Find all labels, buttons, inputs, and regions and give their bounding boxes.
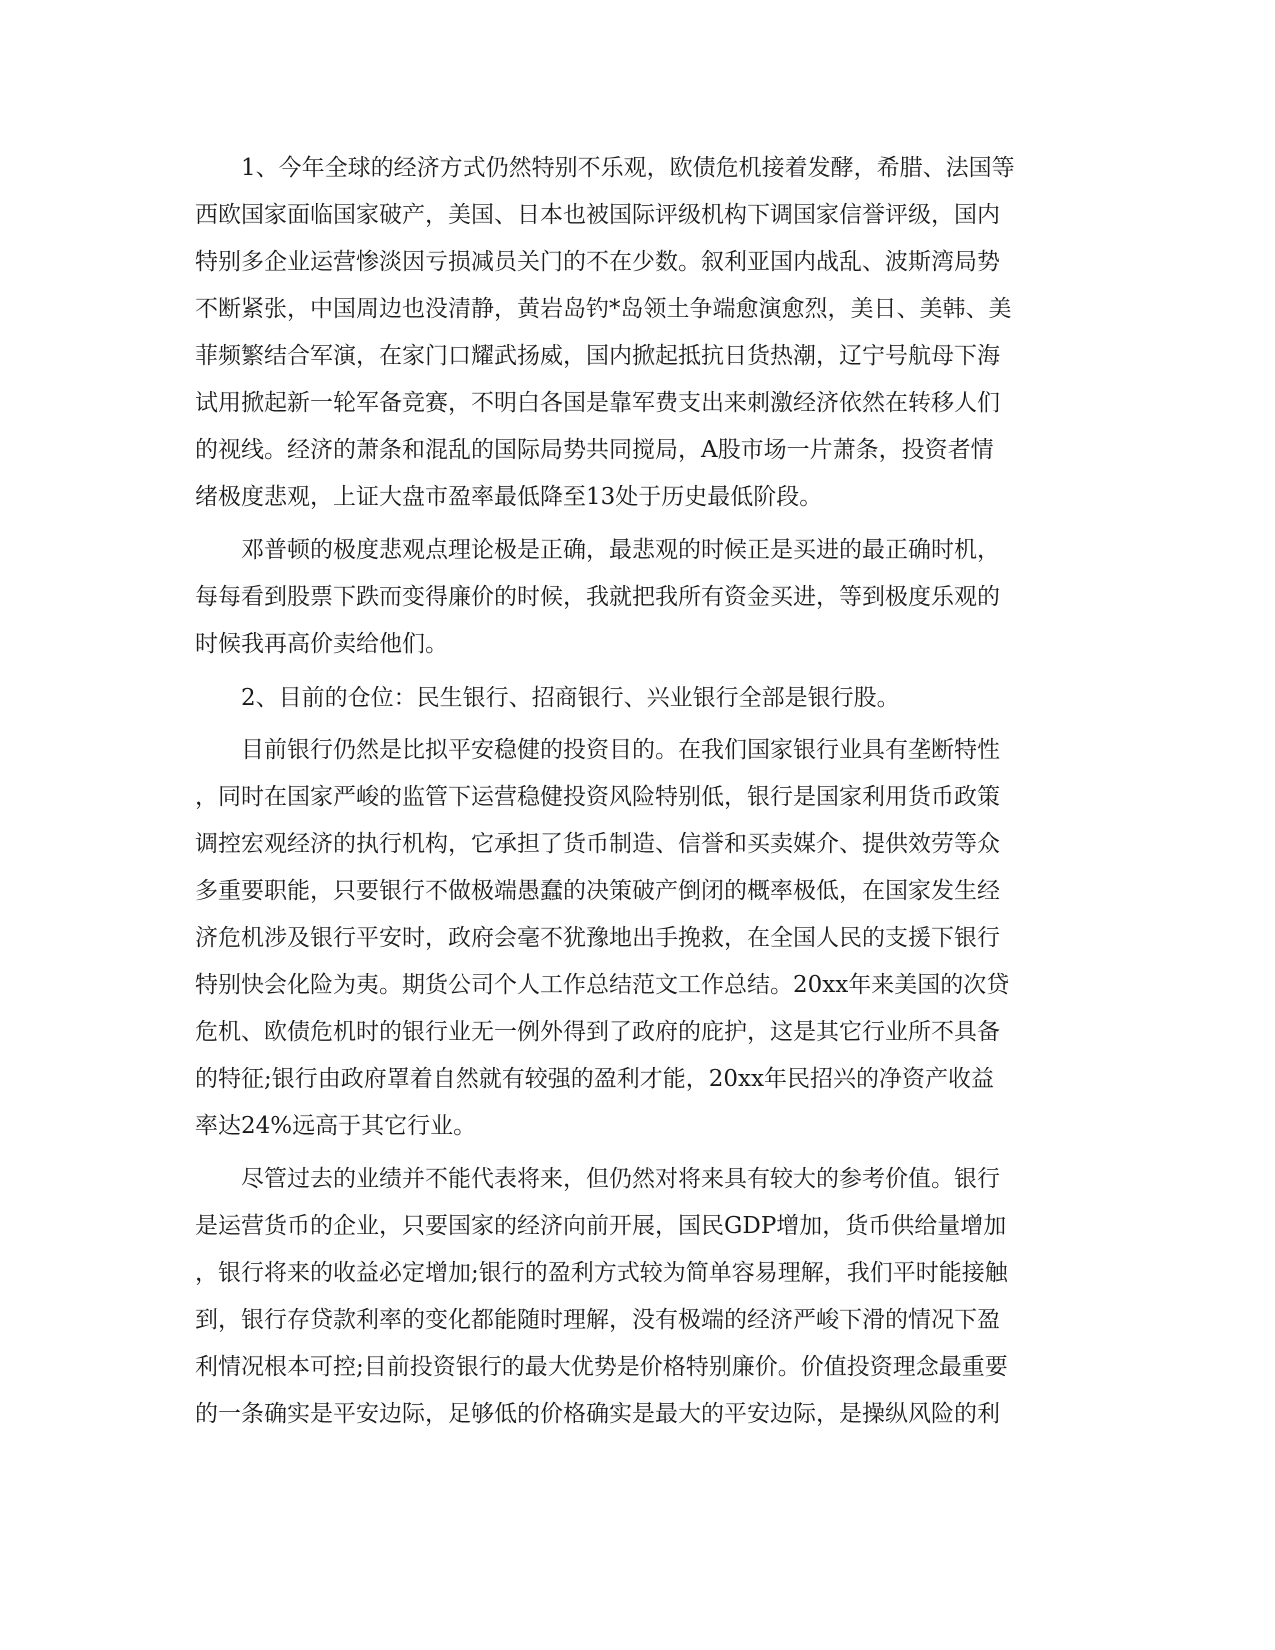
paragraph-4-line-9: 率达24%远高于其它行业。 [195,1113,477,1139]
paragraph-1-line-3: 特别多企业运营惨淡因亏损减员关门的不在少数。叙利亚国内战乱、波斯湾局势 [195,249,1000,275]
paragraph-4-line-1: 目前银行仍然是比拟平安稳健的投资目的。在我们国家银行业具有垄断特性 [241,737,1000,763]
paragraph-5-line-2: 是运营货币的企业，只要国家的经济向前开展，国民GDP增加，货币供给量增加 [195,1213,1007,1239]
paragraph-4-line-3: 调控宏观经济的执行机构，它承担了货币制造、信誉和买卖媒介、提供效劳等众 [195,831,1000,857]
paragraph-5-line-5: 利情况根本可控;目前投资银行的最大优势是价格特别廉价。价值投资理念最重要 [195,1354,1008,1380]
paragraph-4-line-5: 济危机涉及银行平安时，政府会毫不犹豫地出手挽救，在全国人民的支援下银行 [195,925,1000,951]
paragraph-4-line-7: 危机、欧债危机时的银行业无一例外得到了政府的庇护，这是其它行业所不具备 [195,1019,1000,1045]
paragraph-4-line-6: 特别快会化险为夷。期货公司个人工作总结范文工作总结。20xx年来美国的次贷 [195,972,1010,998]
paragraph-4-line-8: 的特征;银行由政府罩着自然就有较强的盈利才能，20xx年民招兴的净资产收益 [195,1066,994,1092]
paragraph-2-line-3: 时候我再高价卖给他们。 [195,631,448,657]
paragraph-2-line-2: 每每看到股票下跌而变得廉价的时候，我就把我所有资金买进，等到极度乐观的 [195,584,1000,610]
paragraph-1-line-1: 1、今年全球的经济方式仍然特别不乐观，欧债危机接着发酵，希腊、法国等 [241,155,1015,181]
paragraph-4-line-4: 多重要职能，只要银行不做极端愚蠢的决策破产倒闭的概率极低，在国家发生经 [195,878,1000,904]
paragraph-5-line-3: ，银行将来的收益必定增加;银行的盈利方式较为简单容易理解，我们平时能接触 [195,1260,1008,1286]
paragraph-1-line-5: 菲频繁结合军演，在家门口耀武扬威，国内掀起抵抗日货热潮，辽宁号航母下海 [195,343,1000,369]
paragraph-5-line-4: 到，银行存贷款利率的变化都能随时理解，没有极端的经济严峻下滑的情况下盈 [195,1307,1000,1333]
paragraph-5-line-1: 尽管过去的业绩并不能代表将来，但仍然对将来具有较大的参考价值。银行 [241,1166,1000,1192]
paragraph-1-line-7: 的视线。经济的萧条和混乱的国际局势共同搅局，A股市场一片萧条，投资者情 [195,437,994,463]
paragraph-4-line-2: ，同时在国家严峻的监管下运营稳健投资风险特别低，银行是国家利用货币政策 [195,784,1000,810]
paragraph-5-line-6: 的一条确实是平安边际，足够低的价格确实是最大的平安边际，是操纵风险的利 [195,1401,1000,1427]
paragraph-3-line-1: 2、目前的仓位：民生银行、招商银行、兴业银行全部是银行股。 [241,685,900,711]
paragraph-1-line-6: 试用掀起新一轮军备竞赛，不明白各国是靠军费支出来刺激经济依然在转移人们 [195,390,1000,416]
paragraph-1-line-4: 不断紧张，中国周边也没清静，黄岩岛钓*岛领土争端愈演愈烈，美日、美韩、美 [195,296,1012,322]
paragraph-1-line-2: 西欧国家面临国家破产，美国、日本也被国际评级机构下调国家信誉评级，国内 [195,202,1000,228]
paragraph-2-line-1: 邓普顿的极度悲观点理论极是正确，最悲观的时候正是买进的最正确时机， [241,537,1000,563]
paragraph-1-line-8: 绪极度悲观，上证大盘市盈率最低降至13处于历史最低阶段。 [195,484,823,510]
